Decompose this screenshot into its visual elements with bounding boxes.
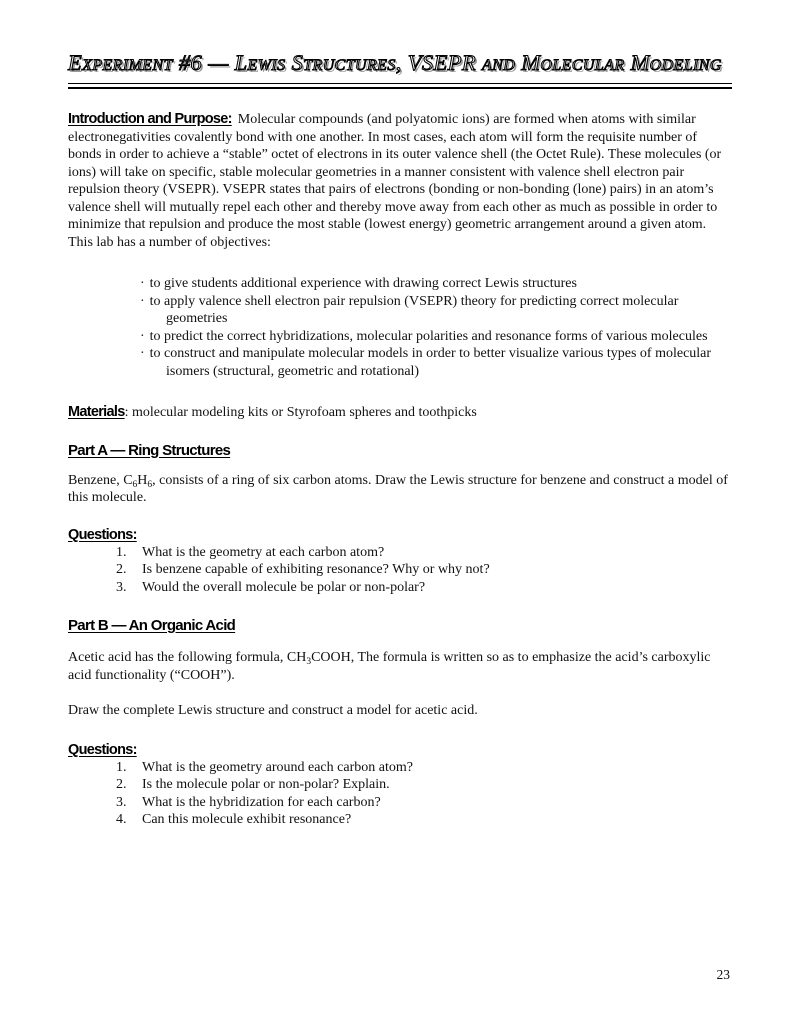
part-b-questions-list xyxy=(68,759,732,829)
question-item xyxy=(116,794,732,812)
benzene-paragraph xyxy=(68,472,732,507)
part-a-questions-heading: Questions: xyxy=(68,526,137,543)
question-text: Would the overall molecule be polar or non-polar? xyxy=(142,579,426,595)
title-divider-rule xyxy=(68,83,732,89)
bullet-icon: · xyxy=(140,328,145,344)
question-number: 1. xyxy=(116,759,127,775)
question-text: What is the geometry at each carbon atom? xyxy=(142,544,385,560)
benzene-text-3: , consists of a ring of six carbon atoms. Draw the Lewis structure for benzene and construct a model of this molecule. xyxy=(68,472,728,505)
question-item xyxy=(116,544,732,562)
question-text: What is the hybridization for each carbon? xyxy=(142,794,381,810)
question-text: Is the molecule polar or non-polar? Explain. xyxy=(142,777,390,792)
question-text: Is benzene capable of exhibiting resonance? Why or why not? xyxy=(142,562,490,577)
bullet-icon: · xyxy=(140,276,145,291)
benzene-text-1: Benzene, C xyxy=(68,472,133,488)
part-b-questions-heading: Questions: xyxy=(68,741,137,758)
materials-heading: Materials xyxy=(68,404,125,420)
acetic-text-2: COOH, The formula is written so as to emphasize the acid’s carboxylic acid functionality (“COOH”). xyxy=(68,650,711,683)
part-b-heading: Part B — An Organic Acid xyxy=(68,617,236,634)
part-a-questions-list xyxy=(68,544,732,597)
objectives-list xyxy=(68,275,732,380)
materials-body-text: : molecular modeling kits or Styrofoam spheres and toothpicks xyxy=(124,405,477,420)
bullet-icon: · xyxy=(140,293,145,309)
objective-text: to apply valence shell electron pair repulsion (VSEPR) theory for predicting correct molecular geometries xyxy=(149,293,679,326)
materials-line xyxy=(68,404,732,422)
formula-subscript: 6 xyxy=(147,479,153,490)
question-item xyxy=(116,579,732,597)
question-item xyxy=(116,561,732,579)
page-title: Experiment #6 — Lewis Structures, VSEPR and Molecular Modeling xyxy=(68,50,722,75)
acetic-text-1: Acetic acid has the following formula, CH xyxy=(68,650,307,665)
objective-item xyxy=(140,328,732,346)
objective-text: to give students additional experience with drawing correct Lewis structures xyxy=(149,276,577,291)
objective-text: to predict the correct hybridizations, molecular polarities and resonance forms of various molecules xyxy=(149,328,708,344)
question-number: 3. xyxy=(116,794,127,810)
question-number: 4. xyxy=(116,812,127,827)
question-number: 1. xyxy=(116,544,127,560)
introduction-paragraph xyxy=(68,111,732,251)
question-item xyxy=(116,776,732,794)
part-a-heading: Part A — Ring Structures xyxy=(68,441,231,459)
question-number: 2. xyxy=(116,562,127,577)
benzene-text-2: H xyxy=(137,472,148,488)
question-number: 2. xyxy=(116,777,127,792)
bullet-icon: · xyxy=(140,346,145,361)
objective-item xyxy=(140,275,732,293)
question-item xyxy=(116,811,732,829)
introduction-heading: Introduction and Purpose: xyxy=(68,111,232,127)
question-text: Can this molecule exhibit resonance? xyxy=(142,812,352,827)
question-item xyxy=(116,759,732,777)
draw-instruction-line: Draw the complete Lewis structure and construct a model for acetic acid. xyxy=(68,703,478,718)
question-text: What is the geometry around each carbon atom? xyxy=(142,759,413,775)
objective-item xyxy=(140,293,732,328)
introduction-body-text: Molecular compounds (and polyatomic ions) are formed when atoms with similar electronegativities covalently bond with one another. In most cases, each atom will form the requisite number of bonds in order to achieve a “stable” octet of electrons in its outer valence shell (the Octet Rule). These molecules (or ions) will take on specific, stable molecular geometries in a manner consistent with valence shell electron pair repulsion theory (VSEPR). VSEPR states that pairs of electrons (bonding or non-bonding (lone) pairs) in an atom’s valence shell will mutually repel each other and thereby move away from each other as much as possible in order to minimize that repulsion and produce the most stable (lowest energy) geometric arrangement around a given atom. This lab has a number of objectives: xyxy=(68,112,722,250)
objective-text: to construct and manipulate molecular models in order to better visualize various types of molecular isomers (structural, geometric and rotational) xyxy=(149,346,712,379)
page-number: 23 xyxy=(716,967,730,982)
formula-subscript: 3 xyxy=(306,657,312,667)
formula-subscript: 6 xyxy=(132,479,138,490)
question-number: 3. xyxy=(116,579,127,595)
acetic-acid-paragraph xyxy=(68,649,732,684)
objective-item xyxy=(140,345,732,380)
